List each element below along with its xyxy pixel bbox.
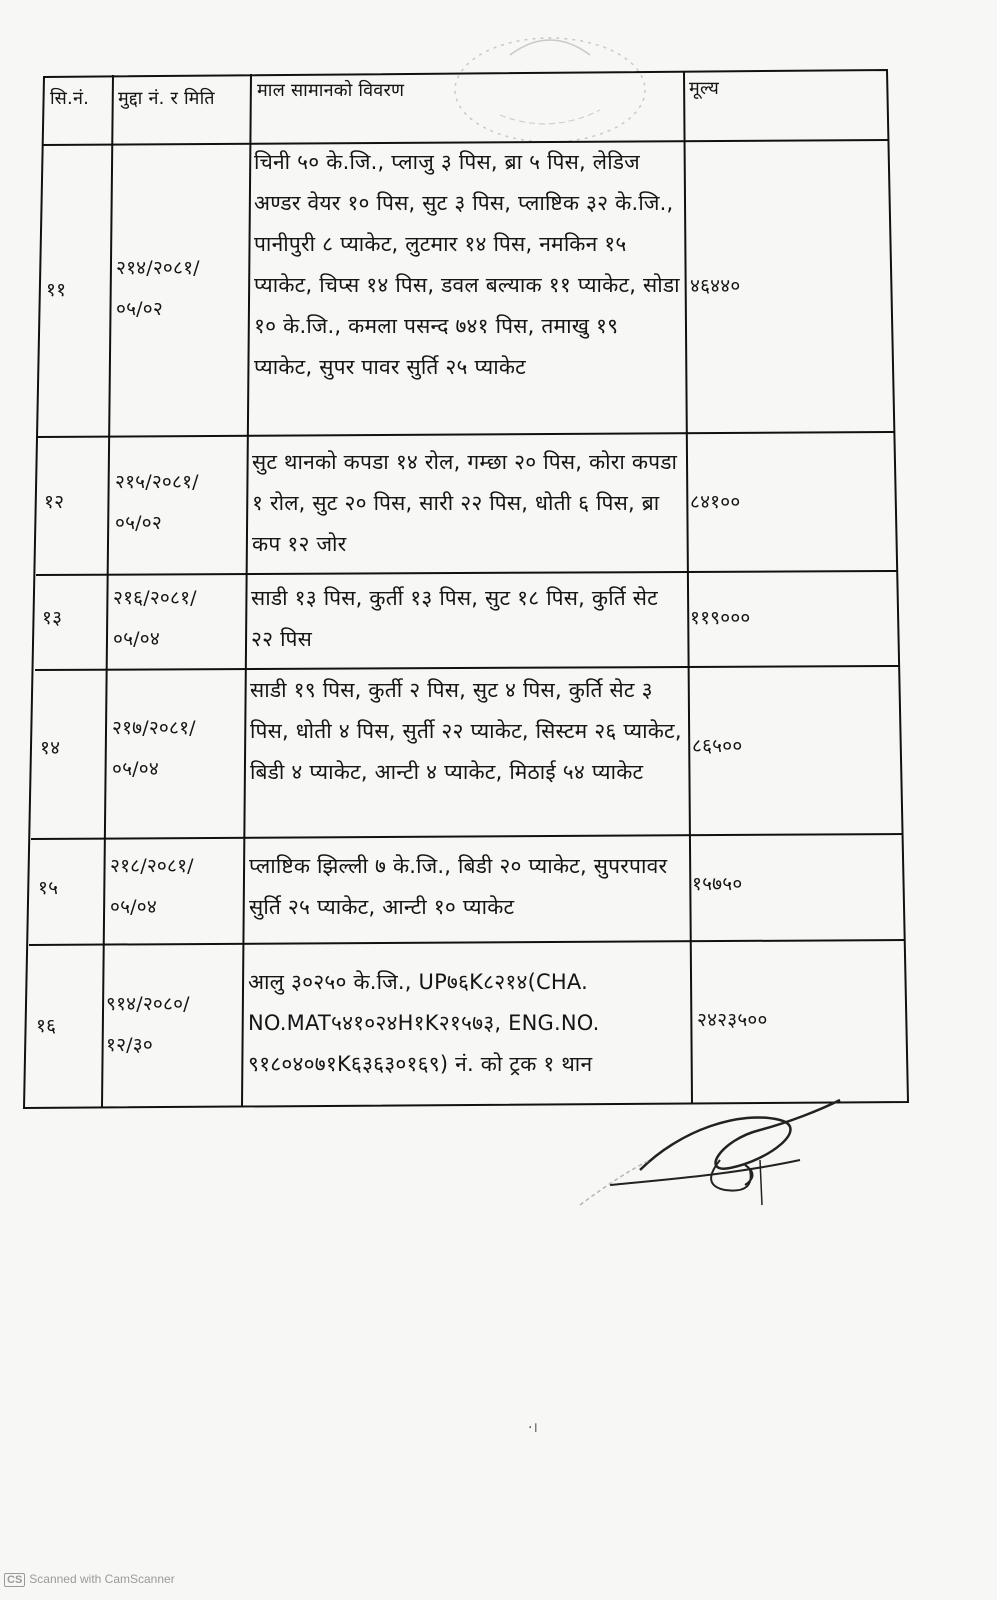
row-value: १५७५० [692,873,743,895]
header-description: माल सामानको विवरण [257,80,405,101]
row-case: २१८/२०८१/ ०५/०४ [110,855,194,918]
page-mark: ·। [528,1420,538,1436]
row-value: ४६४४० [690,275,741,297]
row-sn: १६ [36,1015,57,1037]
header-case: मुद्दा नं. र मिति [118,88,215,109]
signature-icon [570,1090,870,1220]
row-sn: १४ [40,737,61,759]
row-case: ९१४/२०८०/ १२/३० [106,993,190,1056]
row-value: ८४१०० [690,491,741,513]
scanner-watermark [4,1572,175,1587]
row-sn: १५ [38,877,59,899]
row-case: २१७/२०८१/ ०५/०४ [112,717,196,780]
header-value: मूल्य [689,78,720,99]
row-sn: १२ [44,491,65,513]
row-case: २१५/२०८१/ ०५/०२ [115,471,199,534]
row-description: चिनी ५० के.जि., प्लाजु ३ पिस, ब्रा ५ पिस, लेडिज अण्डर वेयर १० पिस, सुट ३ पिस, प्लाष्टिक ३२ के.जि., पानीपुरी ८ प्याकेट, लुटमार १४ पिस, नमकिन १५ प्याकेट, चिप्स १४ पिस, डवल बल्याक ११ प्याकेट, सोडा १० के.जि., कमला पसन्द ७४१ पिस, तमाखु १९ प्याकेट, सुपर पावर सुर्ति २५ प्याकेट [254,150,680,379]
row-sn: १३ [42,607,63,629]
scanner-label: Scanned with CamScanner [29,1572,175,1586]
row-value: ८६५०० [692,735,743,757]
row-value: २४२३५०० [697,1009,768,1031]
row-case: २१६/२०८१/ ०५/०४ [113,587,197,650]
row-value: ११९००० [690,607,751,629]
header-sn: सि.नं. [50,88,90,109]
row-description: साडी १९ पिस, कुर्ती २ पिस, सुट ४ पिस, कुर्ति सेट ३ पिस, धोती ४ पिस, सुर्ती २२ प्याकेट, सिस्टम २६ प्याकेट, बिडी ४ प्याकेट, आन्टी ४ प्याकेट, मिठाई ५४ प्याकेट [250,678,682,784]
row-description: सुट थानको कपडा १४ रोल, गम्छा २० पिस, कोरा कपडा १ रोल, सुट २० पिस, सारी २२ पिस, धोती ६ पिस, ब्रा कप १२ जोर [252,450,678,556]
row-case: २१४/२०८१/ ०५/०२ [116,257,200,320]
row-description: साडी १३ पिस, कुर्ती १३ पिस, सुट १८ पिस, कुर्ति सेट २२ पिस [251,586,658,651]
row-description: प्लाष्टिक झिल्ली ७ के.जि., बिडी २० प्याकेट, सुपरपावर सुर्ति २५ प्याकेट, आन्टी १० प्याकेट [249,854,668,919]
row-sn: ११ [46,279,67,301]
camscanner-logo-icon: CS [4,1573,25,1587]
row-description: आलु ३०२५० के.जि., UP७६K८२१४(CHA. NO.MAT५४१०२४H१K२१५७३, ENG.NO. ९१८०४०७१K६३६३०१६९) नं. को ट्रक १ थान [248,970,600,1076]
